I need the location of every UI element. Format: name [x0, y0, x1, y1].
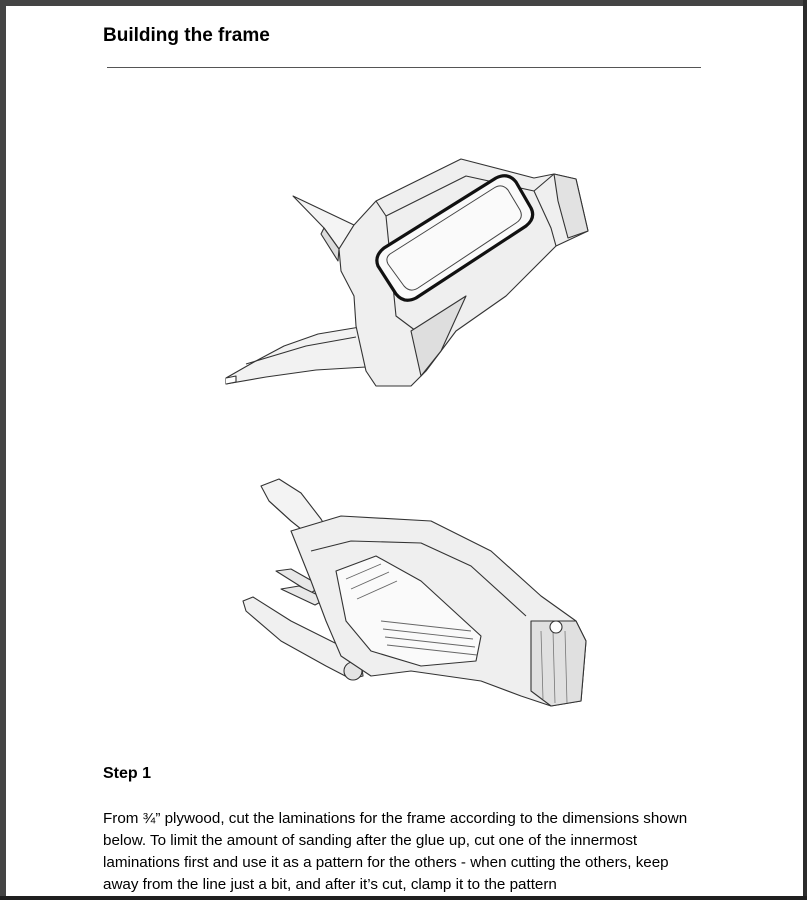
frame-end-block [531, 621, 586, 706]
step-body-text: From ¾” plywood, cut the laminations for the frame according to the dimensions shown below. To limit the amount of sanding after the glue up, cut one of the innermost laminations first and use it as a pattern for the others - when cutting the others, keep away from the line just a bit, and after it’s cut, clamp it to the pattern [103, 810, 688, 893]
section-title: Building the frame [103, 25, 270, 46]
page-edge-shadow-right [803, 0, 807, 900]
frame-main-body [339, 159, 588, 386]
page-edge-shadow-bottom [0, 896, 807, 900]
frame-side-view-illustration [206, 146, 606, 396]
document-page [6, 6, 803, 900]
step-heading: Step 1 [103, 765, 152, 782]
frame-perspective-illustration [231, 471, 591, 716]
title-divider [107, 67, 701, 68]
